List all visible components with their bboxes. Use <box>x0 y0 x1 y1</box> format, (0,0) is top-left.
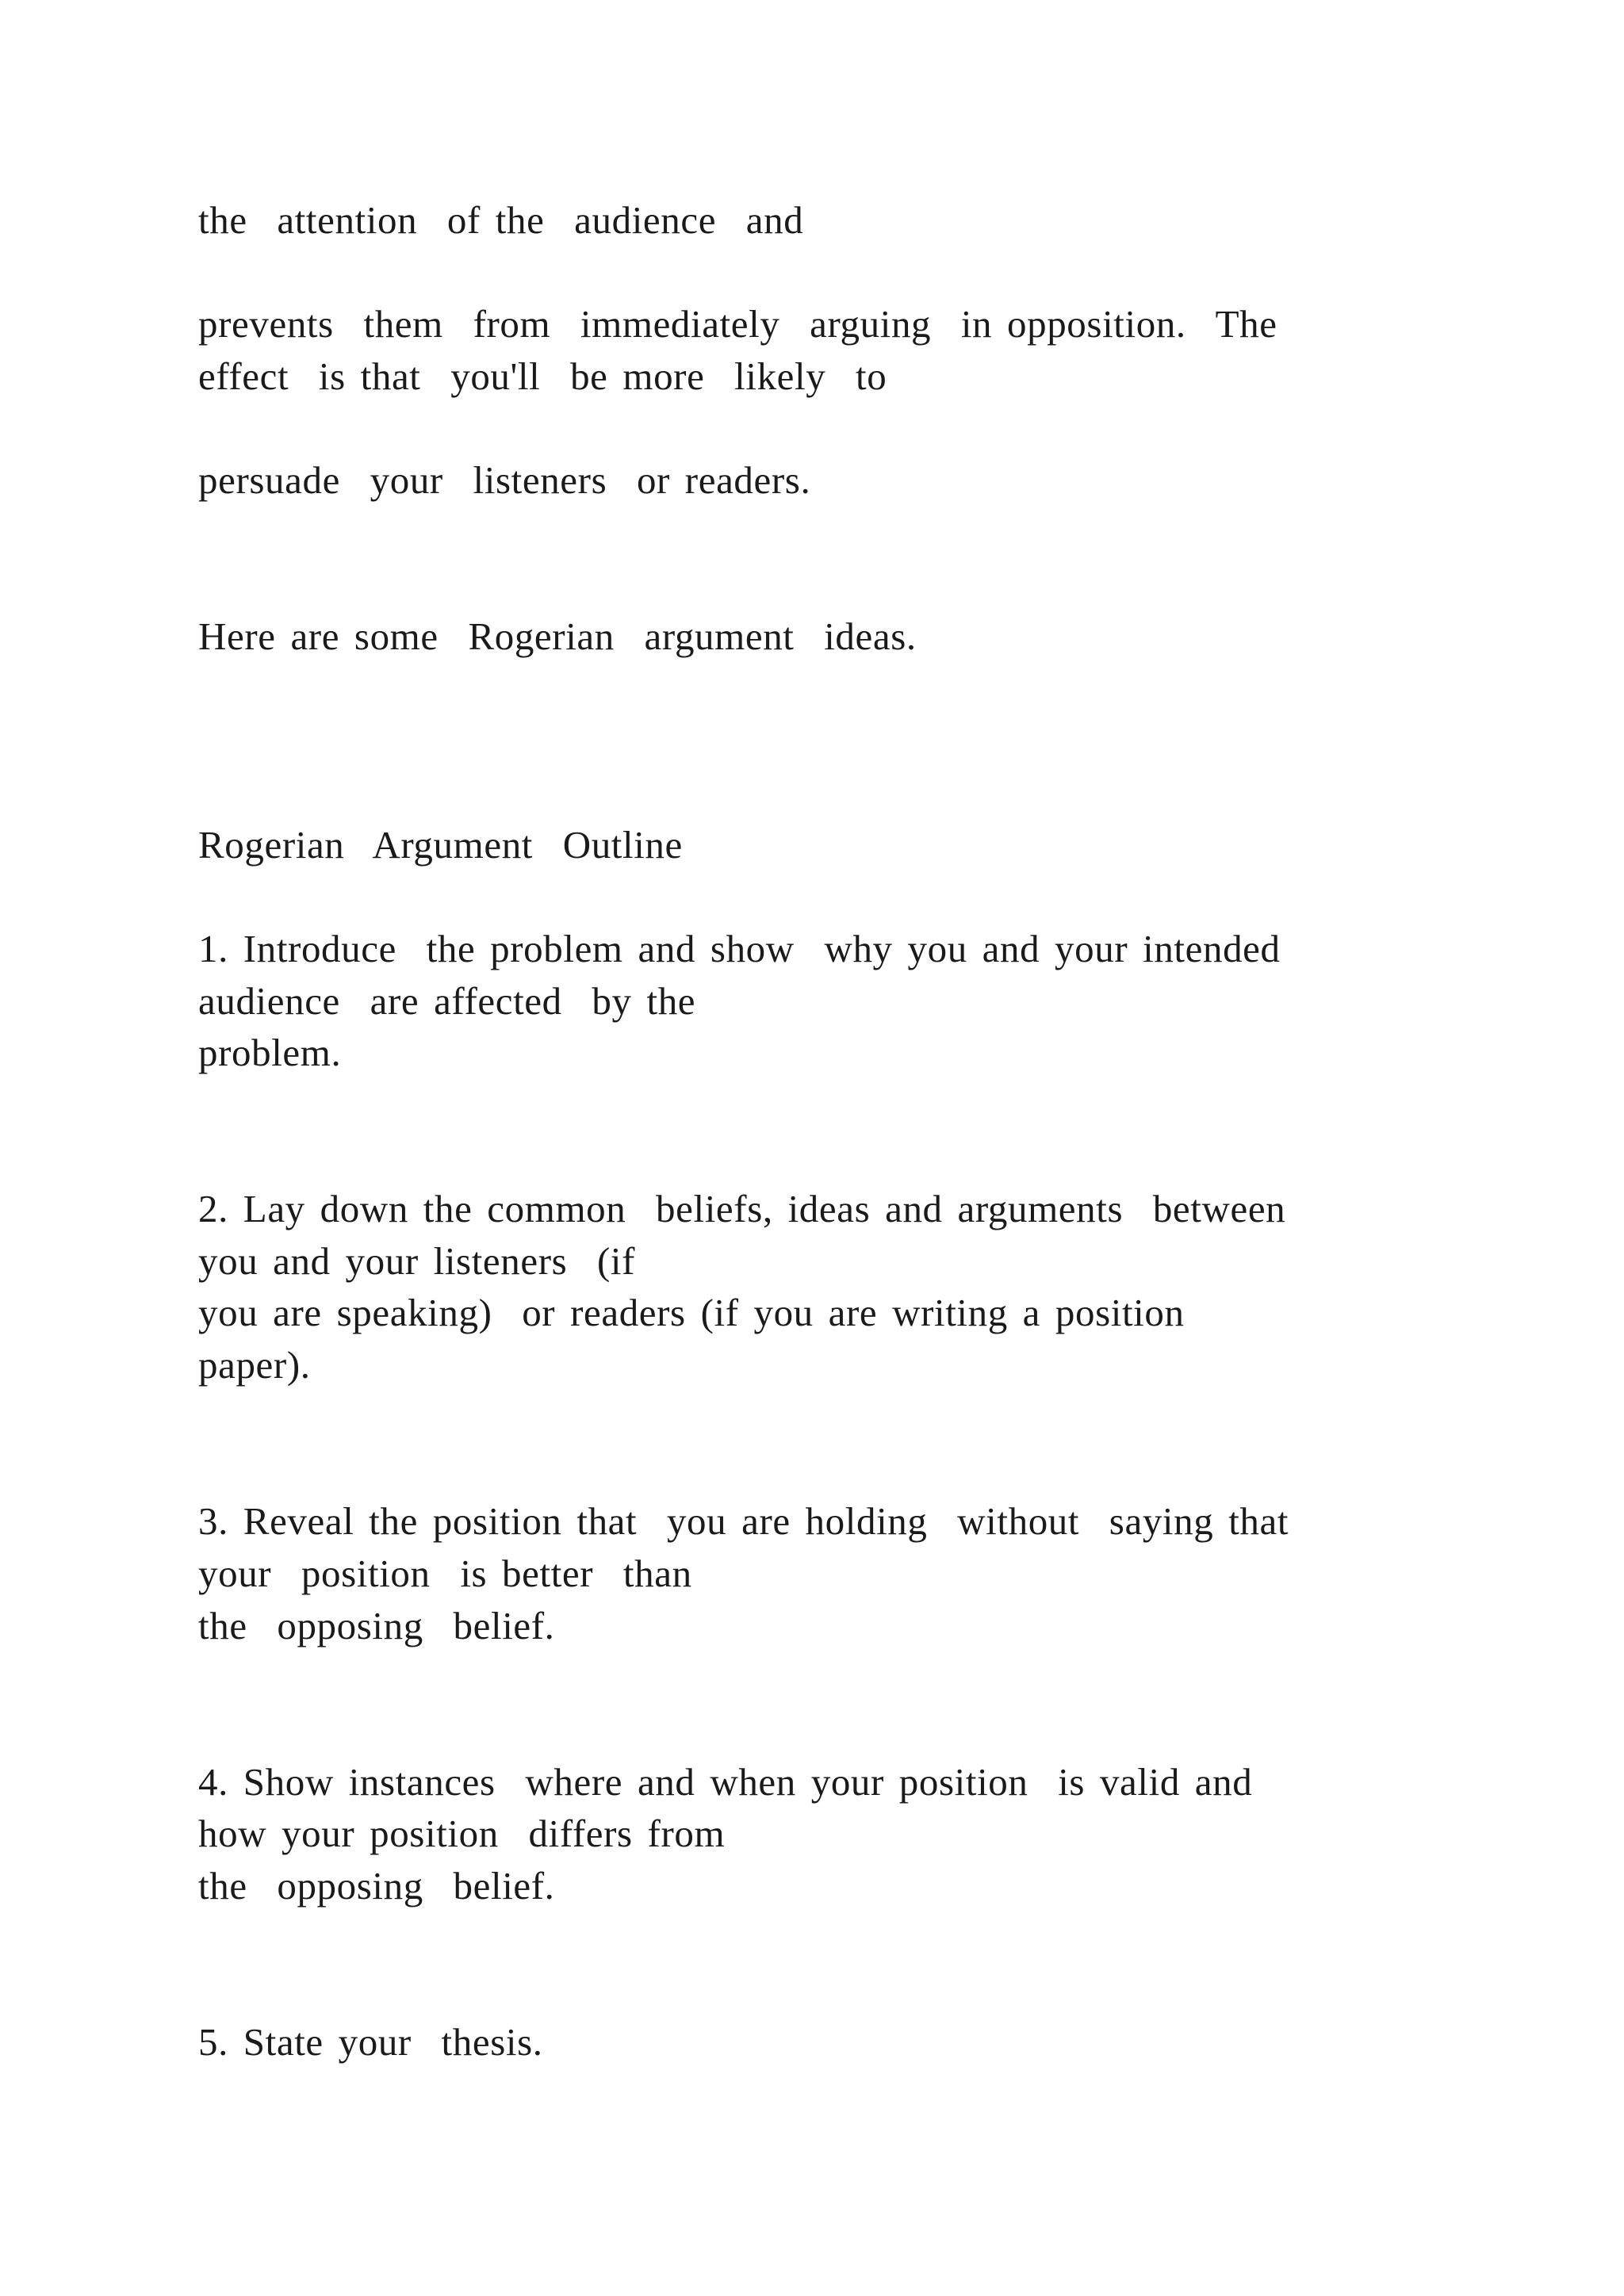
outline-step-3-line: 3. Reveal the position that you are holding without saying that <box>198 1499 1289 1543</box>
outline-step-2-line: 2. Lay down the common beliefs, ideas and arguments between <box>198 1187 1286 1230</box>
intro-line: effect is that you'll be more likely to <box>198 354 887 398</box>
outline-step-2-line: you and your listeners (if <box>198 1239 636 1283</box>
intro-line: prevents them from immediately arguing in opposition. The <box>198 302 1277 346</box>
intro-line: the attention of the audience and <box>198 198 804 242</box>
outline-step-1-line: audience are affected by the <box>198 979 696 1023</box>
intro-line: persuade your listeners or readers. <box>198 458 811 502</box>
outline-step-1-line: 1. Introduce the problem and show why you and your intended <box>198 927 1281 970</box>
outline-step-3-line: the opposing belief. <box>198 1604 555 1647</box>
outline-title: Rogerian Argument Outline <box>198 823 683 867</box>
outline-step-4-line: 4. Show instances where and when your position is valid and <box>198 1760 1253 1804</box>
ideas-sentence: Here are some Rogerian argument ideas. <box>198 614 917 658</box>
outline-step-1-line: problem. <box>198 1031 342 1074</box>
outline-step-2-line: you are speaking) or readers (if you are writing a position <box>198 1291 1185 1334</box>
outline-step-4-line: how your position differs from <box>198 1812 726 1855</box>
outline-step-4-line: the opposing belief. <box>198 1864 555 1908</box>
outline-step-5-line: 5. State your thesis. <box>198 2020 543 2064</box>
outline-step-3-line: your position is better than <box>198 1552 692 1595</box>
outline-step-2-line: paper). <box>198 1343 311 1387</box>
